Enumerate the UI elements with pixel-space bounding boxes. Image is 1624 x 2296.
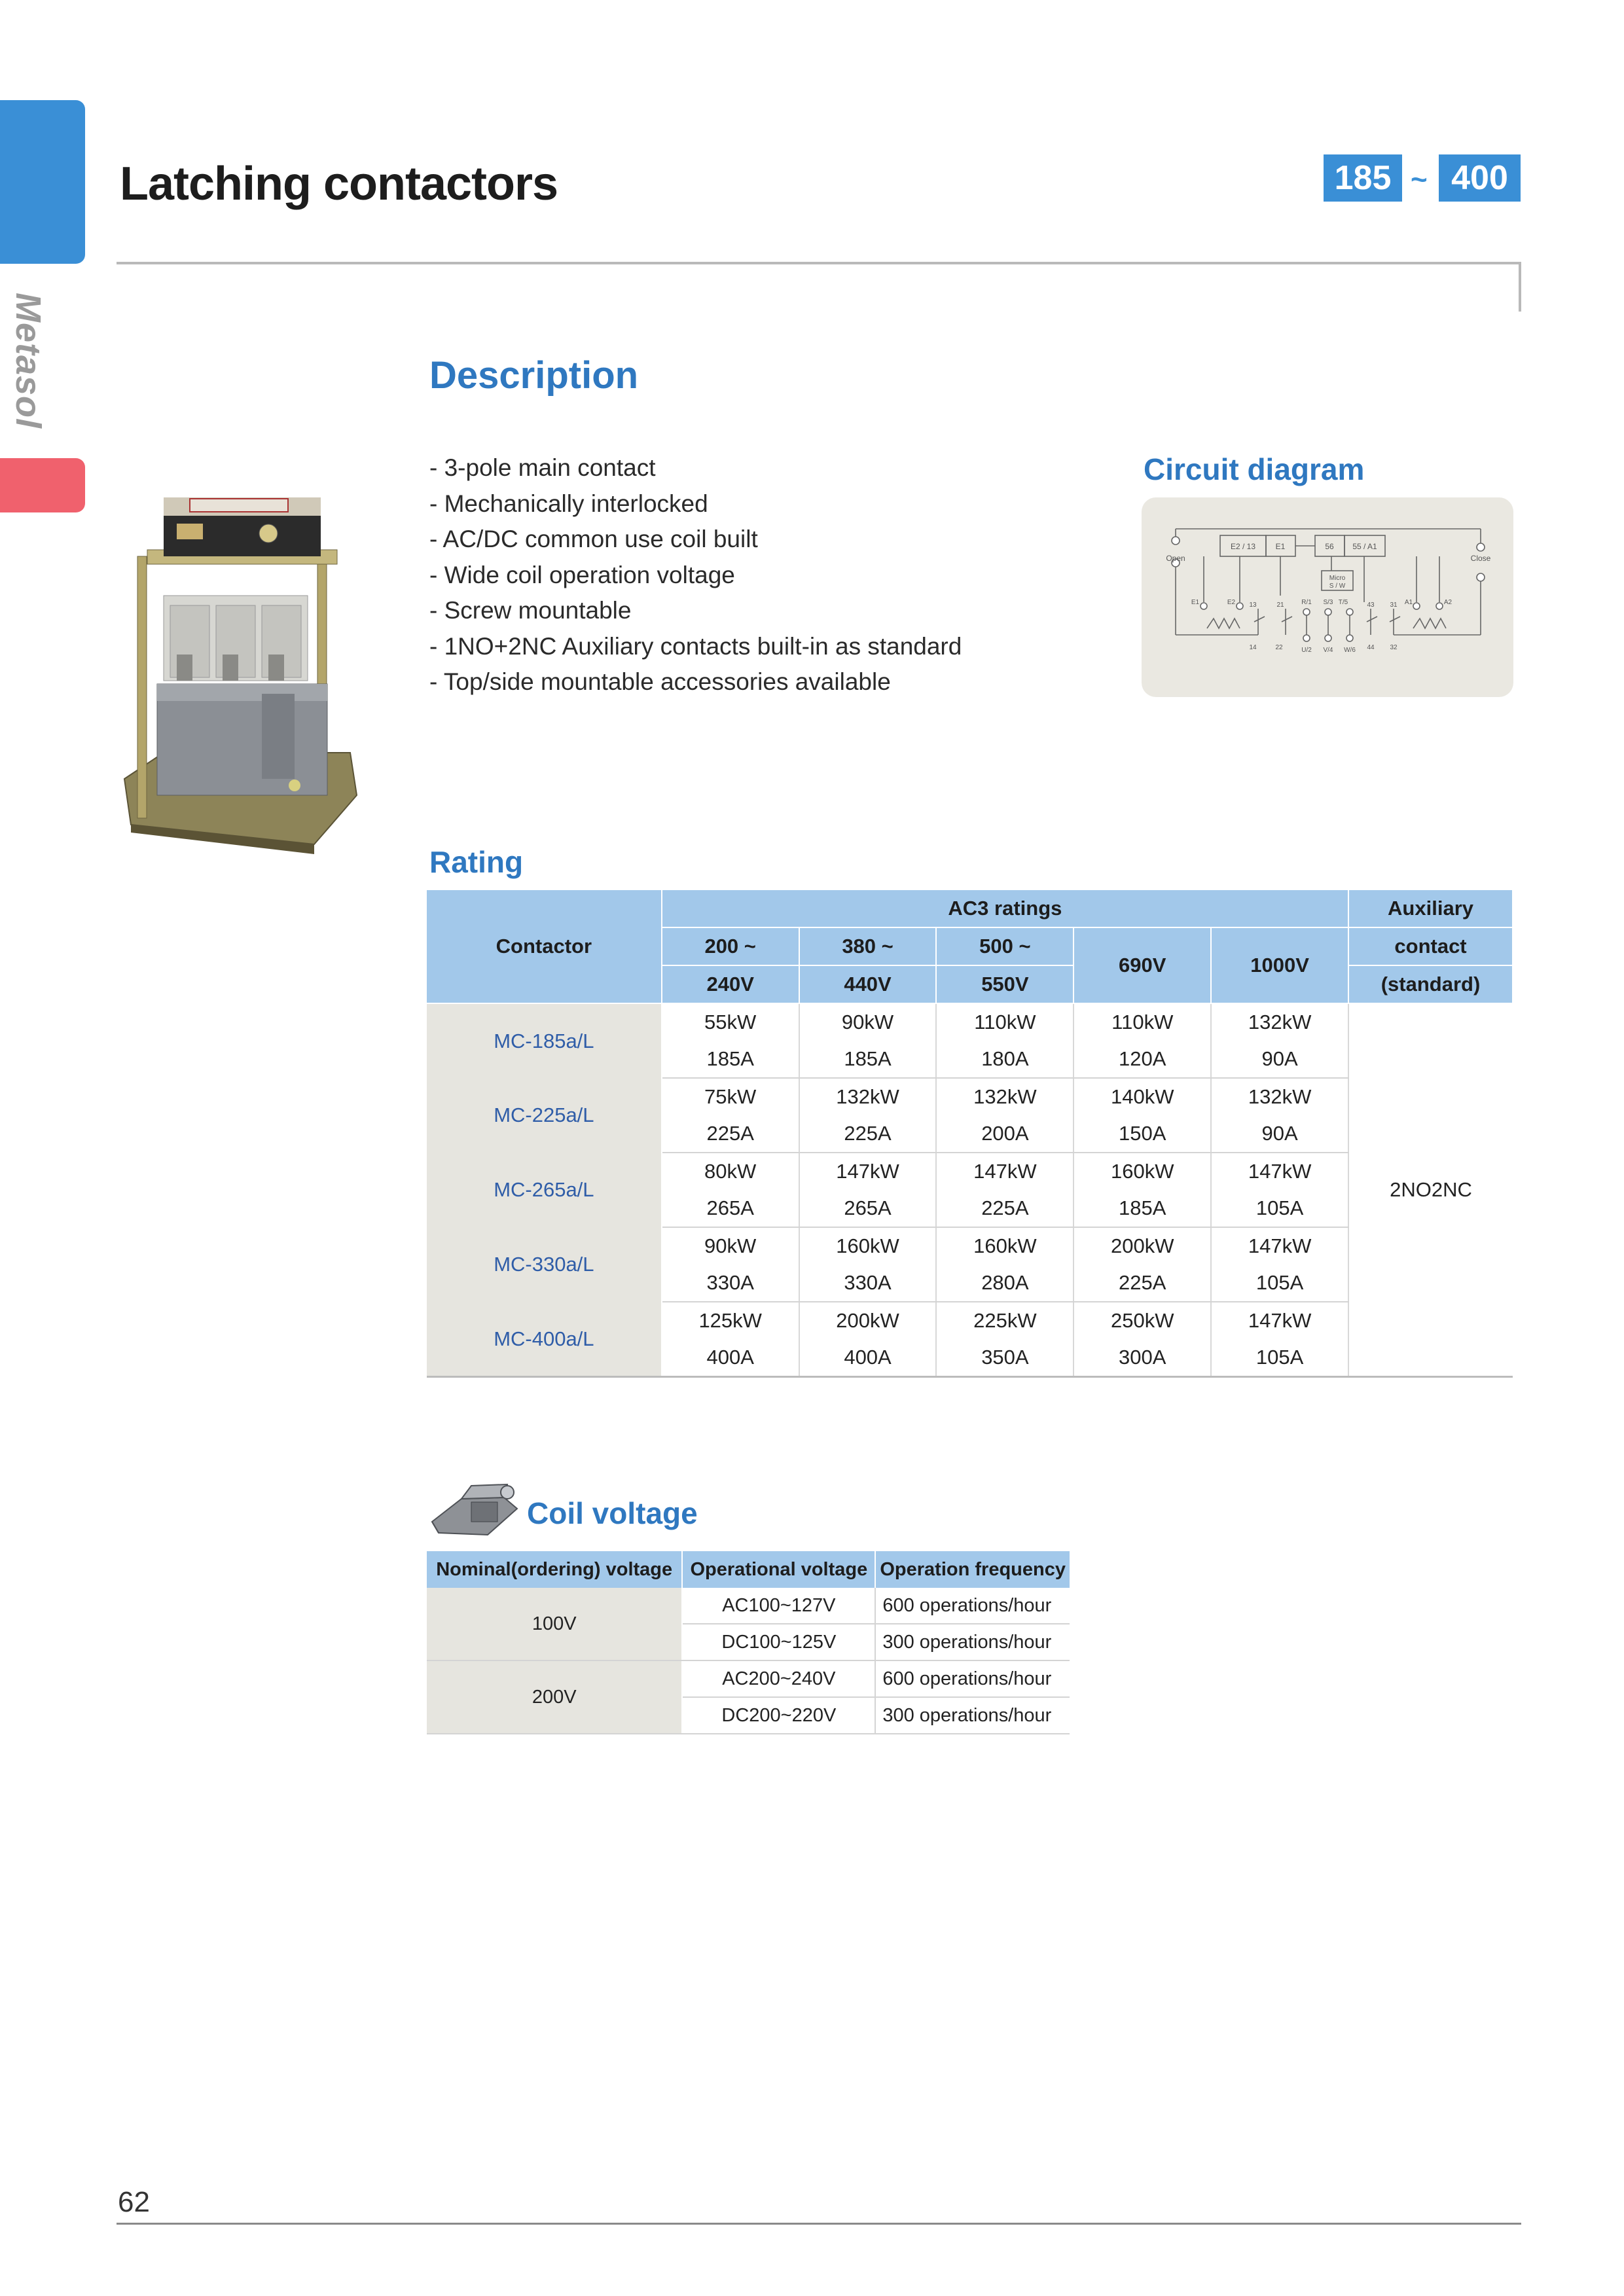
header-550v: 550V bbox=[936, 965, 1074, 1003]
list-item: - AC/DC common use coil built bbox=[429, 526, 758, 552]
header-690v: 690V bbox=[1074, 927, 1211, 1003]
kw-cell: 160kW bbox=[799, 1227, 937, 1265]
amp-cell: 185A bbox=[799, 1041, 937, 1078]
table-row bbox=[427, 1003, 1513, 1041]
circuit-label: R/1 bbox=[1301, 599, 1312, 606]
header-ac3-ratings: AC3 ratings bbox=[662, 890, 1348, 927]
amp-cell: 185A bbox=[662, 1041, 799, 1078]
header-contactor: Contactor bbox=[427, 890, 662, 1003]
auxiliary-contact-cell: 2NO2NC bbox=[1348, 1003, 1513, 1377]
kw-cell: 132kW bbox=[936, 1078, 1074, 1115]
amp-cell: 265A bbox=[662, 1190, 799, 1227]
header-500v: 500 ~ bbox=[936, 927, 1074, 965]
circuit-diagram-panel bbox=[1142, 497, 1513, 697]
circuit-label: E2 bbox=[1227, 599, 1236, 606]
amp-cell: 200A bbox=[936, 1115, 1074, 1153]
kw-cell: 147kW bbox=[799, 1153, 937, 1190]
kw-cell: 250kW bbox=[1074, 1302, 1211, 1339]
circuit-label: 21 bbox=[1276, 601, 1284, 609]
kw-cell: 147kW bbox=[1211, 1153, 1348, 1190]
circuit-label: 14 bbox=[1249, 644, 1257, 651]
coil-voltage-title: Coil voltage bbox=[527, 1496, 698, 1530]
amp-cell: 330A bbox=[662, 1265, 799, 1302]
list-item: - 1NO+2NC Auxiliary contacts built-in as standard bbox=[429, 632, 962, 660]
circuit-label: U/2 bbox=[1301, 647, 1312, 654]
kw-cell: 200kW bbox=[799, 1302, 937, 1339]
coil-voltage-table bbox=[427, 1551, 1070, 1734]
circuit-label: 55 / A1 bbox=[1352, 542, 1377, 551]
kw-cell: 55kW bbox=[662, 1003, 799, 1041]
circuit-label: E2 / 13 bbox=[1230, 542, 1256, 551]
circuit-label: A2 bbox=[1443, 599, 1453, 606]
operational-voltage-cell: AC200~240V bbox=[682, 1660, 875, 1697]
circuit-label: E1 bbox=[1275, 542, 1286, 551]
kw-cell: 160kW bbox=[1074, 1153, 1211, 1190]
header-divider bbox=[117, 262, 1521, 264]
list-item: - 3-pole main contact bbox=[429, 454, 656, 481]
header-440v: 440V bbox=[799, 965, 937, 1003]
circuit-label: T/5 bbox=[1338, 599, 1348, 606]
kw-cell: 110kW bbox=[1074, 1003, 1211, 1041]
kw-cell: 140kW bbox=[1074, 1078, 1211, 1115]
amp-cell: 90A bbox=[1211, 1115, 1348, 1153]
header-auxiliary-contact: contact bbox=[1348, 927, 1513, 965]
table-row bbox=[427, 1588, 1070, 1624]
circuit-diagram-title: Circuit diagram bbox=[1144, 452, 1365, 486]
header-auxiliary: Auxiliary bbox=[1348, 890, 1513, 927]
kw-cell: 132kW bbox=[799, 1078, 937, 1115]
amp-cell: 225A bbox=[1074, 1265, 1211, 1302]
list-item: - Top/side mountable accessories available bbox=[429, 668, 891, 695]
circuit-label: Close bbox=[1470, 554, 1491, 563]
amp-cell: 185A bbox=[1074, 1190, 1211, 1227]
circuit-label: Micro bbox=[1329, 575, 1346, 582]
kw-cell: 147kW bbox=[936, 1153, 1074, 1190]
kw-cell: 90kW bbox=[662, 1227, 799, 1265]
amp-cell: 225A bbox=[936, 1190, 1074, 1227]
circuit-label: S / W bbox=[1329, 583, 1346, 590]
amp-cell: 225A bbox=[662, 1115, 799, 1153]
circuit-label: E1 bbox=[1191, 599, 1200, 606]
circuit-label: 22 bbox=[1275, 644, 1283, 651]
amp-cell: 330A bbox=[799, 1265, 937, 1302]
header-standard: (standard) bbox=[1348, 965, 1513, 1003]
circuit-label: W/6 bbox=[1344, 647, 1356, 654]
range-to-badge: 400 bbox=[1439, 154, 1521, 202]
side-tab-red bbox=[0, 458, 85, 512]
amp-cell: 300A bbox=[1074, 1339, 1211, 1377]
operational-voltage-cell: DC100~125V bbox=[682, 1624, 875, 1660]
operational-voltage-cell: DC200~220V bbox=[682, 1697, 875, 1734]
list-item: - Wide coil operation voltage bbox=[429, 561, 735, 588]
kw-cell: 147kW bbox=[1211, 1227, 1348, 1265]
kw-cell: 132kW bbox=[1211, 1003, 1348, 1041]
range-separator: ~ bbox=[1411, 164, 1428, 196]
kw-cell: 132kW bbox=[1211, 1078, 1348, 1115]
amp-cell: 350A bbox=[936, 1339, 1074, 1377]
kw-cell: 147kW bbox=[1211, 1302, 1348, 1339]
kw-cell: 125kW bbox=[662, 1302, 799, 1339]
nominal-voltage-cell: 100V bbox=[427, 1588, 682, 1660]
header-divider-end bbox=[1519, 262, 1521, 312]
model-cell: MC-265a/L bbox=[427, 1153, 662, 1227]
coil-part-icon bbox=[425, 1473, 524, 1545]
circuit-label: S/3 bbox=[1323, 599, 1333, 606]
header-200v: 200 ~ bbox=[662, 927, 799, 965]
kw-cell: 200kW bbox=[1074, 1227, 1211, 1265]
frequency-cell: 600 operations/hour bbox=[875, 1660, 1070, 1697]
footer-divider bbox=[117, 2223, 1521, 2225]
list-item: - Screw mountable bbox=[429, 597, 632, 624]
frequency-cell: 300 operations/hour bbox=[875, 1624, 1070, 1660]
frequency-cell: 300 operations/hour bbox=[875, 1697, 1070, 1734]
circuit-label: 56 bbox=[1325, 542, 1334, 551]
side-brand-label: Metasol bbox=[9, 293, 48, 429]
circuit-label: 13 bbox=[1249, 601, 1257, 609]
circuit-diagram bbox=[1142, 497, 1513, 697]
amp-cell: 90A bbox=[1211, 1041, 1348, 1078]
kw-cell: 225kW bbox=[936, 1302, 1074, 1339]
model-cell: MC-225a/L bbox=[427, 1078, 662, 1153]
header-1000v: 1000V bbox=[1211, 927, 1348, 1003]
kw-cell: 90kW bbox=[799, 1003, 937, 1041]
range-from-badge: 185 bbox=[1324, 154, 1402, 202]
model-cell: MC-400a/L bbox=[427, 1302, 662, 1377]
model-cell: MC-185a/L bbox=[427, 1003, 662, 1078]
kw-cell: 110kW bbox=[936, 1003, 1074, 1041]
amp-cell: 225A bbox=[799, 1115, 937, 1153]
kw-cell: 80kW bbox=[662, 1153, 799, 1190]
frequency-cell: 600 operations/hour bbox=[875, 1588, 1070, 1624]
rating-table bbox=[427, 890, 1513, 1378]
description-list bbox=[429, 450, 962, 700]
circuit-label: Open bbox=[1166, 554, 1185, 563]
header-240v: 240V bbox=[662, 965, 799, 1003]
circuit-label: V/4 bbox=[1323, 647, 1333, 654]
circuit-label: 31 bbox=[1390, 601, 1398, 609]
side-tab-blue bbox=[0, 100, 85, 264]
circuit-label: 44 bbox=[1367, 644, 1375, 651]
list-item: - Mechanically interlocked bbox=[429, 490, 708, 517]
operational-voltage-cell: AC100~127V bbox=[682, 1588, 875, 1624]
amp-cell: 265A bbox=[799, 1190, 937, 1227]
model-cell: MC-330a/L bbox=[427, 1227, 662, 1302]
table-row bbox=[427, 1660, 1070, 1697]
amp-cell: 400A bbox=[799, 1339, 937, 1377]
circuit-label: 32 bbox=[1390, 644, 1398, 651]
amp-cell: 105A bbox=[1211, 1190, 1348, 1227]
amp-cell: 400A bbox=[662, 1339, 799, 1377]
circuit-label: 43 bbox=[1367, 601, 1375, 609]
page-title: Latching contactors bbox=[120, 158, 558, 210]
amp-cell: 105A bbox=[1211, 1339, 1348, 1377]
page-number: 62 bbox=[118, 2186, 150, 2218]
amp-cell: 280A bbox=[936, 1265, 1074, 1302]
circuit-label: A1 bbox=[1404, 599, 1413, 606]
header-nominal-voltage: Nominal(ordering) voltage bbox=[427, 1551, 682, 1588]
kw-cell: 75kW bbox=[662, 1078, 799, 1115]
nominal-voltage-cell: 200V bbox=[427, 1660, 682, 1734]
rating-title: Rating bbox=[429, 845, 524, 879]
header-operational-voltage: Operational voltage bbox=[682, 1551, 875, 1588]
kw-cell: 160kW bbox=[936, 1227, 1074, 1265]
description-title: Description bbox=[429, 354, 639, 397]
header-380v: 380 ~ bbox=[799, 927, 937, 965]
amp-cell: 150A bbox=[1074, 1115, 1211, 1153]
amp-cell: 105A bbox=[1211, 1265, 1348, 1302]
header-operation-frequency: Operation frequency bbox=[875, 1551, 1070, 1588]
amp-cell: 180A bbox=[936, 1041, 1074, 1078]
amp-cell: 120A bbox=[1074, 1041, 1211, 1078]
contactor-product-photo bbox=[118, 497, 367, 854]
